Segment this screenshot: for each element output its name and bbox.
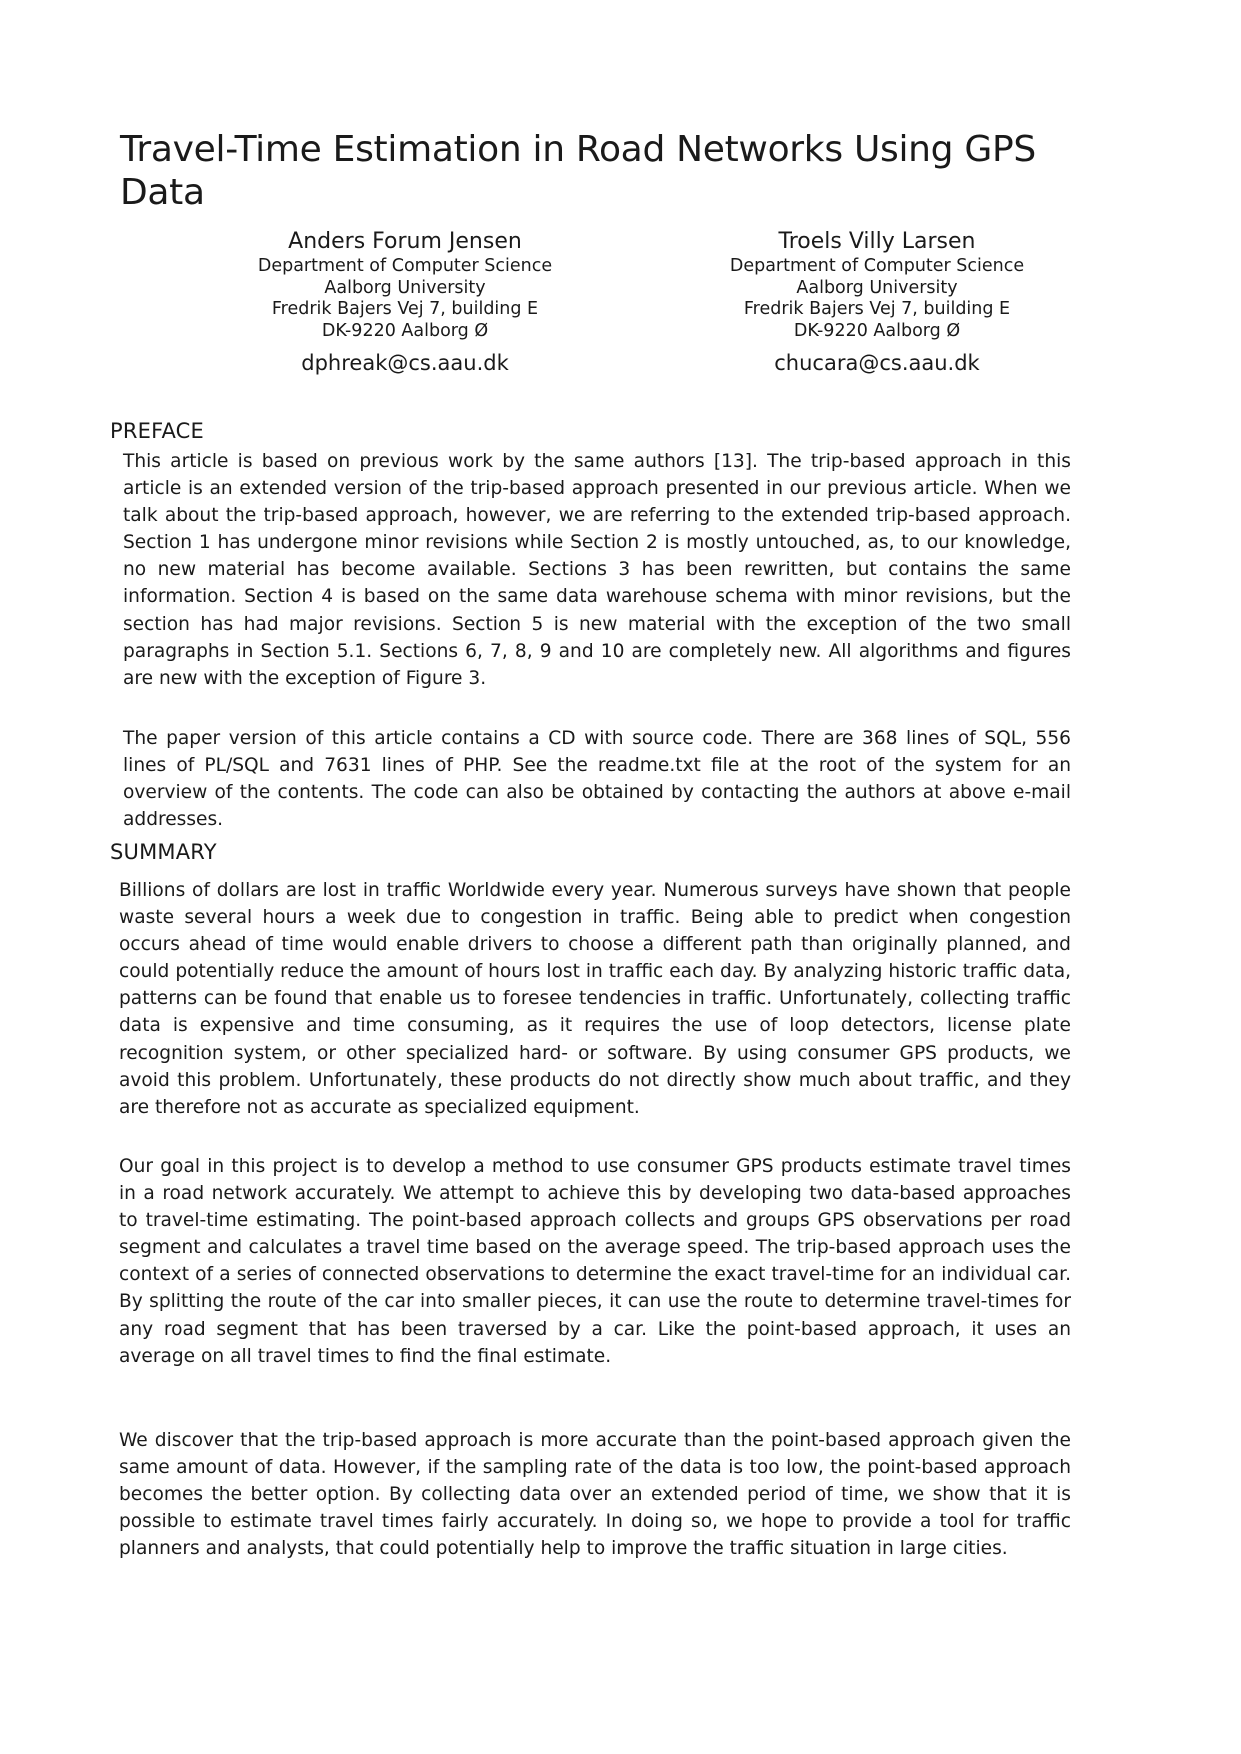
author-street: Fredrik Bajers Vej 7, building E [271,299,539,319]
author-department: Department of Computer Science [257,256,553,276]
author-block-2 [697,228,1057,376]
author-street: Fredrik Bajers Vej 7, building E [743,299,1011,319]
author-department: Department of Computer Science [729,256,1025,276]
author-block-1 [225,228,585,376]
author-email: chucara@cs.aau.dk [774,351,980,375]
summary-paragraph-2: Our goal in this project is to develop a method to use consumer GPS products estimate travel times in a road network accurately. We attempt to achieve this by developing two data-based approaches to travel-time estimating. The point-based approach collects and groups GPS observations per road segment and calculates a travel time based on the average speed. The trip-based approach uses the context of a series of connected observations to determine the exact travel-time for an individual car. By splitting the route of the car into smaller pieces, it can use the route to determine travel-times for any road segment that has been traversed by a car. Like the point-based approach, it uses an average on all travel times to find the final estimate. [119,1156,1071,1367]
author-name: Anders Forum Jensen [288,229,522,254]
summary-heading: SUMMARY [110,840,217,864]
summary-paragraph-3: We discover that the trip-based approach is more accurate than the point-based approach given the same amount of data. However, if the sampling rate of the data is too low, the point-based approach becomes the better option. By collecting data over an extended period of time, we show that it is possible to estimate travel times fairly accurately. In doing so, we hope to provide a tool for traffic planners and analysts, that could potentially help to improve the traffic situation in large cities. [119,1430,1071,1560]
preface-paragraph-1: This article is based on previous work by the same authors [13]. The trip-based approach in this article is an extended version of the trip-based approach presented in our previous article. When we talk about the trip-based approach, however, we are referring to the extended trip-based approach. Section 1 has undergone minor revisions while Section 2 is mostly untouched, as, to our knowledge, no new material has become available. Sections 3 has been rewritten, but contains the same information. Section 4 is based on the same data warehouse schema with minor revisions, but the section has had major revisions. Section 5 is new material with the exception of the two small paragraphs in Section 5.1. Sections 6, 7, 8, 9 and 10 are completely new. All algorithms and figures are new with the exception of Figure 3. [123,451,1071,689]
author-university: Aalborg University [324,277,486,298]
preface-paragraph-2: The paper version of this article contains a CD with source code. There are 368 lines of SQL, 556 lines of PL/SQL and 7631 lines of PHP. See the readme.txt file at the root of the system for an overview of the contents. The code can also be obtained by contacting the authors at above e-mail addresses. [123,728,1071,831]
author-city: DK-9220 Aalborg Ø [793,320,961,341]
author-university: Aalborg University [796,277,958,298]
preface-heading: PREFACE [110,419,205,443]
author-name: Troels Villy Larsen [778,229,976,254]
author-email: dphreak@cs.aau.dk [301,351,509,375]
author-city: DK-9220 Aalborg Ø [321,320,489,341]
summary-paragraph-1: Billions of dollars are lost in traffic Worldwide every year. Numerous surveys have shown that people waste several hours a week due to congestion in traffic. Being able to predict when congestion occurs ahead of time would enable drivers to choose a different path than originally planned, and could potentially reduce the amount of hours lost in traffic each day. By analyzing historic traffic data, patterns can be found that enable us to foresee tendencies in traffic. Unfortunately, collecting traffic data is expensive and time consuming, as it requires the use of loop detectors, license plate recognition system, or other specialized hard- or software. By using consumer GPS products, we avoid this problem. Unfortunately, these products do not directly show much about traffic, and they are therefore not as accurate as specialized equipment. [119,880,1071,1118]
paper-title: Travel-Time Estimation in Road Networks Using GPS Data [120,129,1036,214]
